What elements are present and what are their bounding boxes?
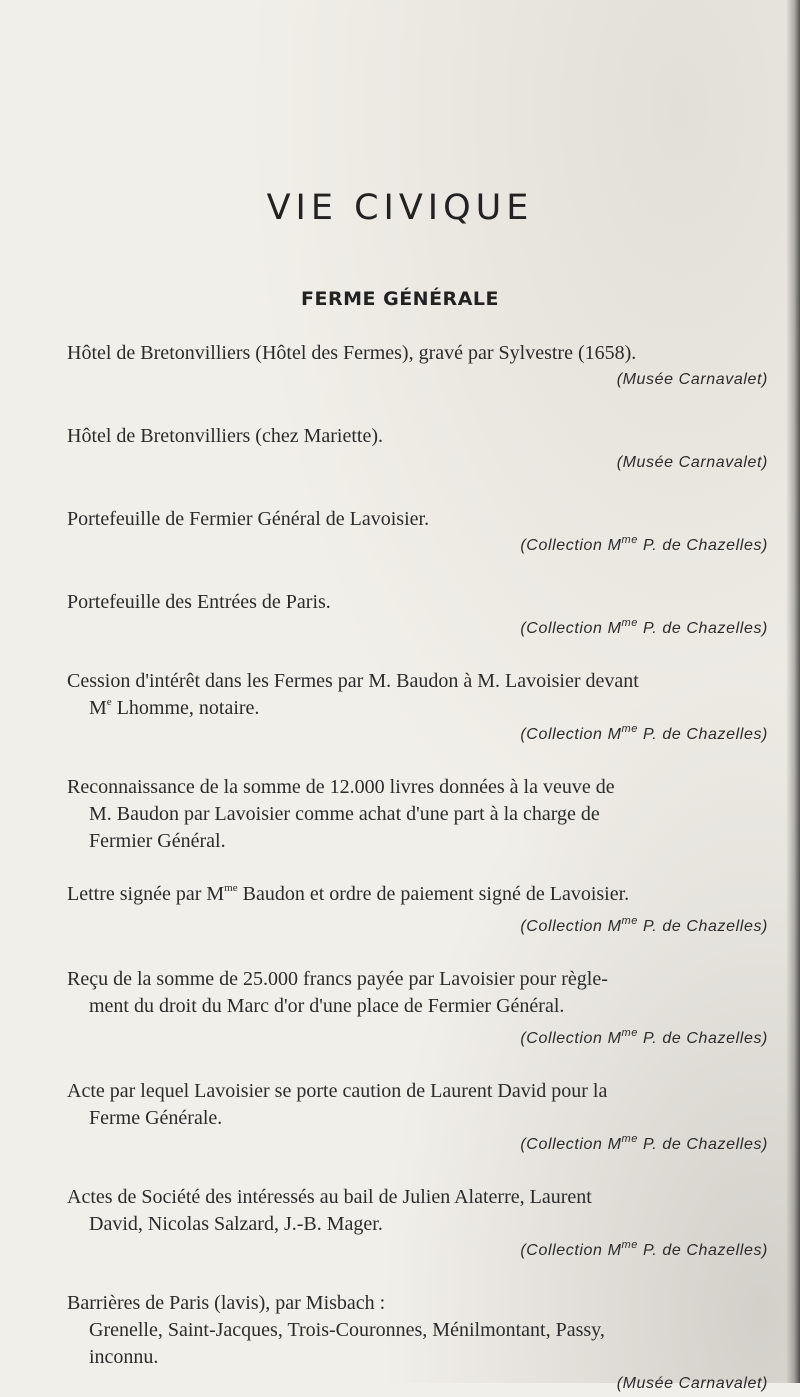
- entry-text: Me Lhomme, notaire.: [89, 696, 260, 719]
- entry-text: Ferme Générale.: [89, 1107, 223, 1129]
- entry-text: Lettre signée par $M^{me}$ Baudon et ordre de paiement signé de Lavoisier.: [67, 882, 630, 905]
- list-item: [67, 668, 770, 748]
- entry-text: Barrières de Paris (lavis), par Misbach :: [67, 1292, 386, 1314]
- entry-text: Fermier Général.: [89, 830, 226, 852]
- entry-text: Hôtel de Bretonvilliers (Hôtel des Fermes), gravé par Sylvestre (1658).: [67, 342, 637, 364]
- list-item: [67, 774, 770, 855]
- entry-source: (Collection $M^{me}$ P. de Chazelles): [520, 533, 768, 554]
- page-heading: VIE CIVIQUE: [266, 188, 534, 228]
- entry-text: ment du droit du Marc d'or d'une place de Fermier Général.: [89, 995, 565, 1017]
- entry-text: Portefeuille de Fermier Général de Lavoisier.: [67, 508, 430, 530]
- list-item: [67, 589, 770, 642]
- list-item: [67, 506, 770, 559]
- entry-text: David, Nicolas Salzard, J.-B. Mager.: [89, 1213, 383, 1235]
- list-item: [67, 1184, 770, 1264]
- section-title: FERME GÉNÉRALE: [301, 288, 499, 310]
- entry-text: inconnu.: [89, 1346, 159, 1368]
- list-item: [67, 966, 770, 1052]
- entry-source: (Collection $M^{me}$ P. de Chazelles): [520, 616, 768, 637]
- entry-text: Actes de Société des intéressés au bail de Julien Alaterre, Laurent: [67, 1186, 592, 1208]
- entry-text: M. Baudon par Lavoisier comme achat d'une part à la charge de: [89, 803, 600, 825]
- entries-list: [67, 340, 770, 1397]
- entry-source: (Musée Carnavalet): [616, 371, 768, 388]
- list-item: [67, 1078, 770, 1158]
- list-item: [67, 1290, 770, 1397]
- entry-source: (Collection $M^{me}$ P. de Chazelles): [520, 1026, 768, 1047]
- entry-text: Acte par lequel Lavoisier se porte caution de Laurent David pour la: [67, 1080, 608, 1102]
- entry-source: (Collection $M^{me}$ P. de Chazelles): [520, 722, 768, 743]
- entry-text: Portefeuille des Entrées de Paris.: [67, 591, 331, 613]
- entry-source: (Collection $M^{me}$ P. de Chazelles): [520, 1238, 768, 1259]
- list-item: [67, 881, 770, 940]
- entry-text: Reconnaissance de la somme de 12.000 livres données à la veuve de: [67, 776, 615, 798]
- entry-source: (Musée Carnavalet): [616, 1375, 768, 1392]
- entry-text: Grenelle, Saint-Jacques, Trois-Couronnes, Ménilmontant, Passy,: [89, 1319, 605, 1341]
- list-item: [67, 340, 770, 393]
- entry-text: Cession d'intérêt dans les Fermes par M. Baudon à M. Lavoisier devant: [67, 670, 639, 692]
- entry-text: Hôtel de Bretonvilliers (chez Mariette).: [67, 425, 383, 447]
- entry-source: (Musée Carnavalet): [616, 454, 768, 471]
- entry-source: (Collection $M^{me}$ P. de Chazelles): [520, 1132, 768, 1153]
- entry-text: Reçu de la somme de 25.000 francs payée par Lavoisier pour règle-: [67, 968, 608, 990]
- list-item: [67, 423, 770, 476]
- entry-source: (Collection $M^{me}$ P. de Chazelles): [520, 914, 768, 935]
